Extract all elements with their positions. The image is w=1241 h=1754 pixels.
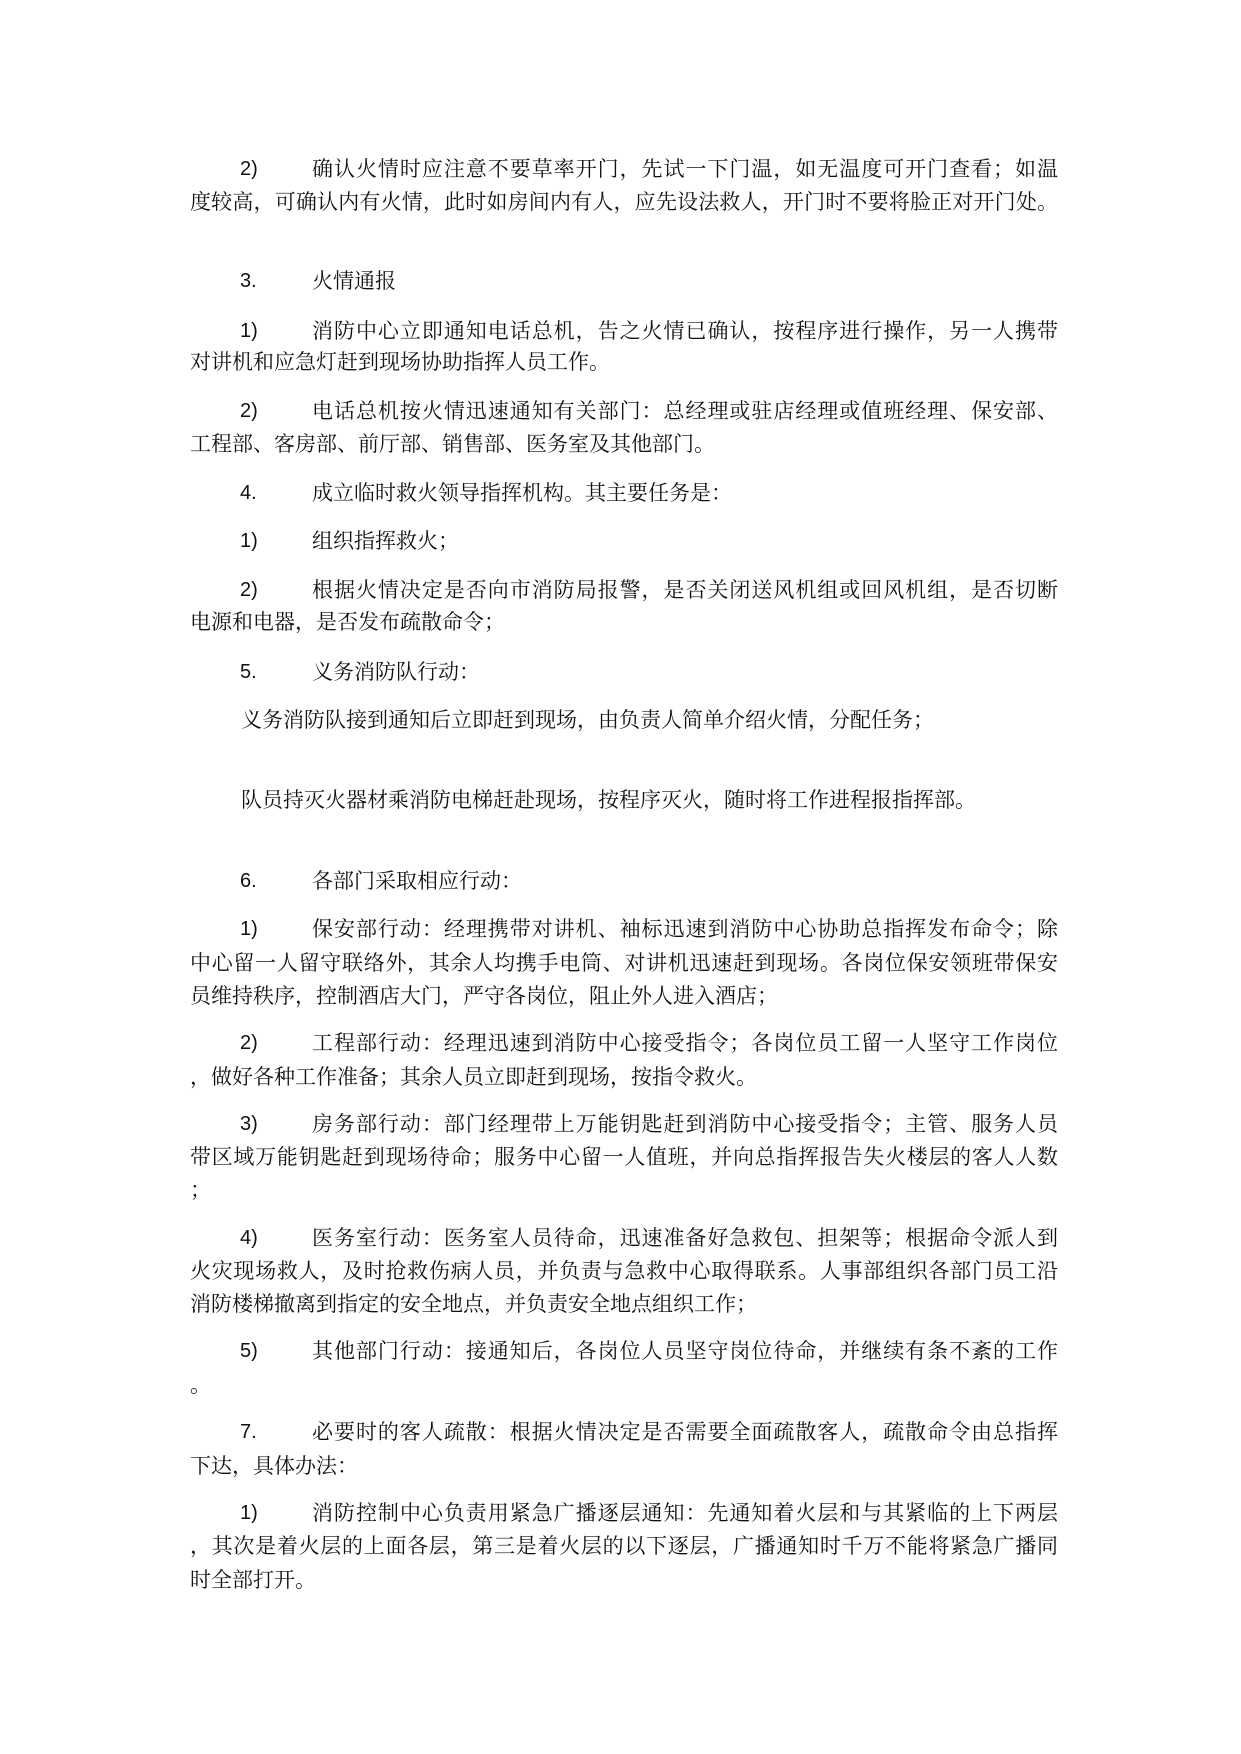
text-line: 电话总机按火情迅速通知有关部门：总经理或驻店经理或值班经理、保安部、 <box>312 399 1058 423</box>
paragraph-number: 3) <box>240 1113 258 1135</box>
text-line: 队员持灭火器材乘消防电梯赶赴现场，按程序灭火，随时将工作进程报指挥部。 <box>241 788 976 812</box>
text-line: ，做好各种工作准备；其余人员立即赶到现场，按指令救火。 <box>190 1065 757 1089</box>
text-line: 。 <box>190 1373 211 1397</box>
text-line: 带区域万能钥匙赶到现场待命；服务中心留一人值班，并向总指挥报告失火楼层的客人人数 <box>190 1145 1058 1169</box>
paragraph-number: 2) <box>240 1032 258 1054</box>
text-line: 时全部打开。 <box>190 1568 316 1592</box>
text-line: 消防中心立即通知电话总机，告之火情已确认，按程序进行操作，另一人携带 <box>312 319 1058 343</box>
text-line: 确认火情时应注意不要草率开门，先试一下门温，如无温度可开门查看；如温 <box>312 157 1058 181</box>
text-line: 对讲机和应急灯赶到现场协助指挥人员工作。 <box>190 350 610 374</box>
text-line: 火灾现场救人，及时抢救伤病人员，并负责与急救中心取得联系。人事部组织各部门员工沿 <box>190 1259 1058 1283</box>
paragraph-number: 4. <box>240 482 257 504</box>
text-line: 组织指挥救火； <box>312 529 459 553</box>
text-line: 义务消防队接到通知后立即赶到现场，由负责人简单介绍火情，分配任务； <box>241 708 934 732</box>
text-line: 消防楼梯撤离到指定的安全地点，并负责安全地点组织工作； <box>190 1292 757 1316</box>
paragraph-number: 1) <box>240 918 258 940</box>
paragraph-number: 3. <box>240 270 257 292</box>
text-line: 下达，具体办法： <box>190 1454 358 1478</box>
text-line: ，其次是着火层的上面各层，第三是着火层的以下逐层，广播通知时千万不能将紧急广播同 <box>190 1534 1058 1558</box>
text-line: 根据火情决定是否向市消防局报警，是否关闭送风机组或回风机组，是否切断 <box>312 578 1058 602</box>
text-line: 消防控制中心负责用紧急广播逐层通知：先通知着火层和与其紧临的上下两层 <box>312 1501 1058 1525</box>
text-line: 度较高，可确认内有火情，此时如房间内有人，应先设法救人，开门时不要将脸正对开门处。 <box>190 190 1058 214</box>
paragraph-number: 2) <box>240 158 258 180</box>
text-line: 成立临时救火领导指挥机构。其主要任务是： <box>312 481 732 505</box>
text-line: 房务部行动：部门经理带上万能钥匙赶到消防中心接受指令；主管、服务人员 <box>312 1112 1058 1136</box>
text-line: 义务消防队行动： <box>312 660 480 684</box>
text-line: 工程部行动：经理迅速到消防中心接受指令；各岗位员工留一人坚守工作岗位 <box>312 1031 1058 1055</box>
text-line: 中心留一人留守联络外，其余人均携手电筒、对讲机迅速赶到现场。各岗位保安领班带保安 <box>190 951 1058 975</box>
paragraph-number: 5) <box>240 1340 258 1362</box>
paragraph-number: 6. <box>240 870 257 892</box>
text-line: 各部门采取相应行动： <box>312 869 522 893</box>
text-line: 必要时的客人疏散：根据火情决定是否需要全面疏散客人，疏散命令由总指挥 <box>312 1420 1058 1444</box>
paragraph-number: 1) <box>240 1502 258 1524</box>
text-line: 员维持秩序，控制酒店大门，严守各岗位，阻止外人进入酒店； <box>190 984 778 1008</box>
paragraph-number: 1) <box>240 530 258 552</box>
paragraph-number: 7. <box>240 1421 257 1443</box>
text-line: 火情通报 <box>312 269 396 293</box>
text-line: 医务室行动：医务室人员待命，迅速准备好急救包、担架等；根据命令派人到 <box>312 1226 1058 1250</box>
text-line: 工程部、客房部、前厅部、销售部、医务室及其他部门。 <box>190 432 715 456</box>
paragraph-number: 4) <box>240 1227 258 1249</box>
text-line: ； <box>190 1178 211 1202</box>
paragraph-number: 2) <box>240 579 258 601</box>
text-line: 电源和电器，是否发布疏散命令； <box>190 610 505 634</box>
paragraph-number: 5. <box>240 661 257 683</box>
text-line: 保安部行动：经理携带对讲机、袖标迅速到消防中心协助总指挥发布命令；除 <box>312 917 1058 941</box>
paragraph-number: 1) <box>240 320 258 342</box>
paragraph-number: 2) <box>240 400 258 422</box>
text-line: 其他部门行动：接通知后，各岗位人员坚守岗位待命，并继续有条不紊的工作 <box>312 1339 1058 1363</box>
